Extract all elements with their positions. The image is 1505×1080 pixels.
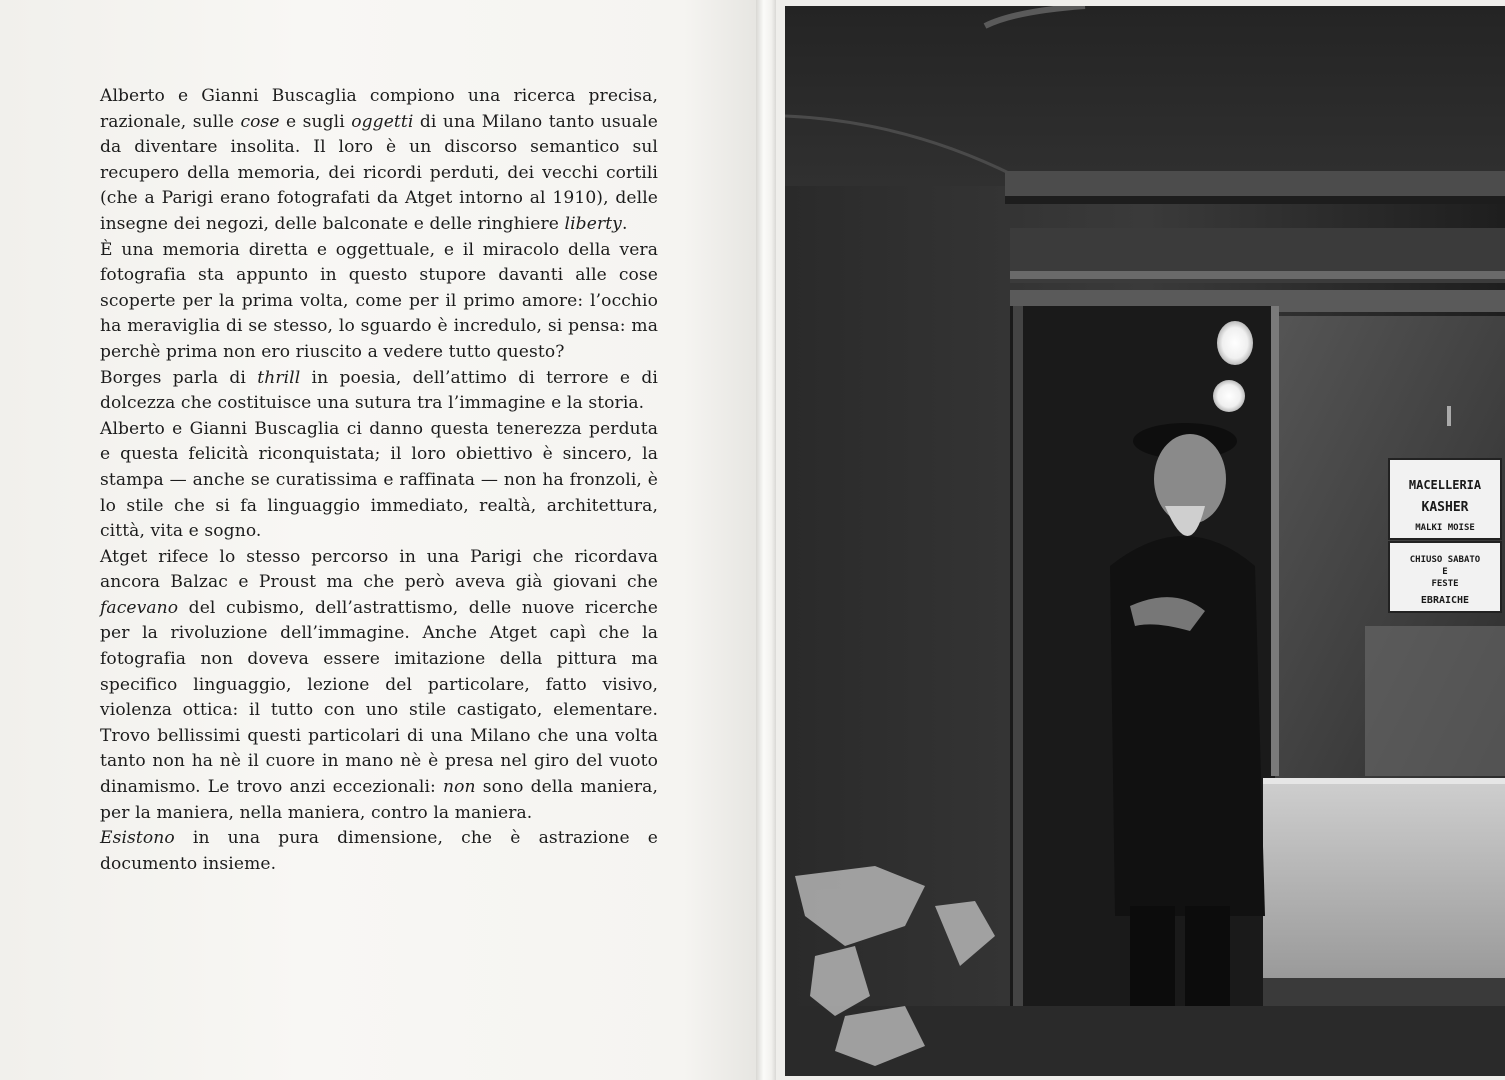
essay-text-run: del cubismo, dell’astrattismo, delle nuove ricerche per la rivoluzione dell’immagine. Anche Atget capì che la fotografia non doveva essere imitazione della pittura ma specifico linguaggio, lezione del particolare, fatto visivo, violenza ottica: il tutto con uno stile castigato, elementare. Trovo bellissimi questi particolari di una Milano che una volta tanto non ha nè il cuore in mano nè è presa nel giro del vuoto dinamismo. Le trovo anzi eccezionali: (100, 597, 658, 798)
svg-text:CHIUSO SABATO: CHIUSO SABATO (1409, 555, 1481, 565)
essay-italic-run: Esistono (100, 828, 175, 849)
essay-text-run: Alberto e Gianni Buscaglia ci danno questa tenerezza perduta e questa felicità riconquistata; il loro obiettivo è sincero, la stampa — anche se curatissima e raffinata — non ha fronzoli, è lo stile che si fa linguaggio immediato, realtà, architettura, città, vita e sogno. (100, 418, 658, 542)
svg-text:MALKI MOISE: MALKI MOISE (1415, 523, 1475, 533)
essay-italic-run: oggetti (351, 111, 414, 132)
svg-text:MACELLERIA: MACELLERIA (1408, 478, 1482, 492)
photograph-butcher-shop (785, 6, 1505, 1076)
essay-paragraph (100, 238, 658, 366)
photo-sign-chiuso (1389, 542, 1501, 612)
essay-paragraph (100, 826, 658, 877)
essay-text-run: Borges parla di (100, 367, 258, 388)
essay-text-run: in poesia, dell’attimo di terrore e di dolcezza che costituisce una sutura tra l’immagine e la storia. (100, 367, 658, 414)
essay-paragraph (100, 545, 658, 827)
essay-italic-run: cose (240, 111, 280, 132)
photo-lamp-lower (1213, 380, 1245, 412)
svg-text:FESTE: FESTE (1431, 579, 1459, 589)
essay-text-run: Alberto e Gianni Buscaglia compiono una ricerca precisa, razionale, sulle (100, 86, 658, 132)
essay-text (100, 84, 658, 877)
photo-lower-panel (1263, 778, 1505, 978)
svg-text:KASHER: KASHER (1421, 500, 1469, 515)
essay-text-run: Atget rifece lo stesso percorso in una Parigi che ricordava ancora Balzac e Proust ma che però aveva già giovani che (100, 546, 658, 593)
essay-text-run: di una Milano tanto usuale da diventare insolita. Il loro è un discorso semantico sul recupero della memoria, dei ricordi perduti, dei vecchi cortili (che a Parigi erano fotografati da Atget intorno al 1910), delle insegne dei negozi, delle balconate e delle ringhiere (100, 111, 658, 234)
book-gutter (756, 0, 778, 1080)
essay-text-run: in una pura dimensione, che è astrazione e documento insieme. (100, 828, 658, 874)
photo-lamp-upper (1217, 321, 1253, 365)
photo-sign-macelleria (1389, 459, 1501, 539)
photo-upper-wall (785, 6, 1505, 186)
svg-text:EBRAICHE: EBRAICHE (1420, 595, 1470, 606)
essay-paragraph (100, 417, 658, 545)
essay-text-run: . (621, 213, 628, 234)
essay-text-run: sono della maniera, per la maniera, nella maniera, contro la maniera. (100, 777, 658, 823)
essay-text-run: È una memoria diretta e oggettuale, e il miracolo della vera fotografia sta appunto in questo stupore davanti alle cose scoperte per la prima volta, come per il primo amore: l’occhio ha meraviglia di se stesso, lo sguardo è incredulo, si pensa: ma perchè prima non ero riuscito a vedere tutto questo? (100, 239, 658, 362)
svg-text:E: E (1442, 567, 1448, 577)
photo-cornice (1005, 171, 1505, 196)
essay-italic-run: facevano (100, 597, 179, 618)
essay-italic-run: liberty (564, 213, 622, 234)
essay-paragraph (100, 84, 658, 238)
essay-italic-run: thrill (257, 367, 301, 388)
essay-text-run: e sugli (279, 111, 352, 132)
essay-paragraph (100, 366, 658, 417)
essay-italic-run: non (443, 777, 476, 798)
